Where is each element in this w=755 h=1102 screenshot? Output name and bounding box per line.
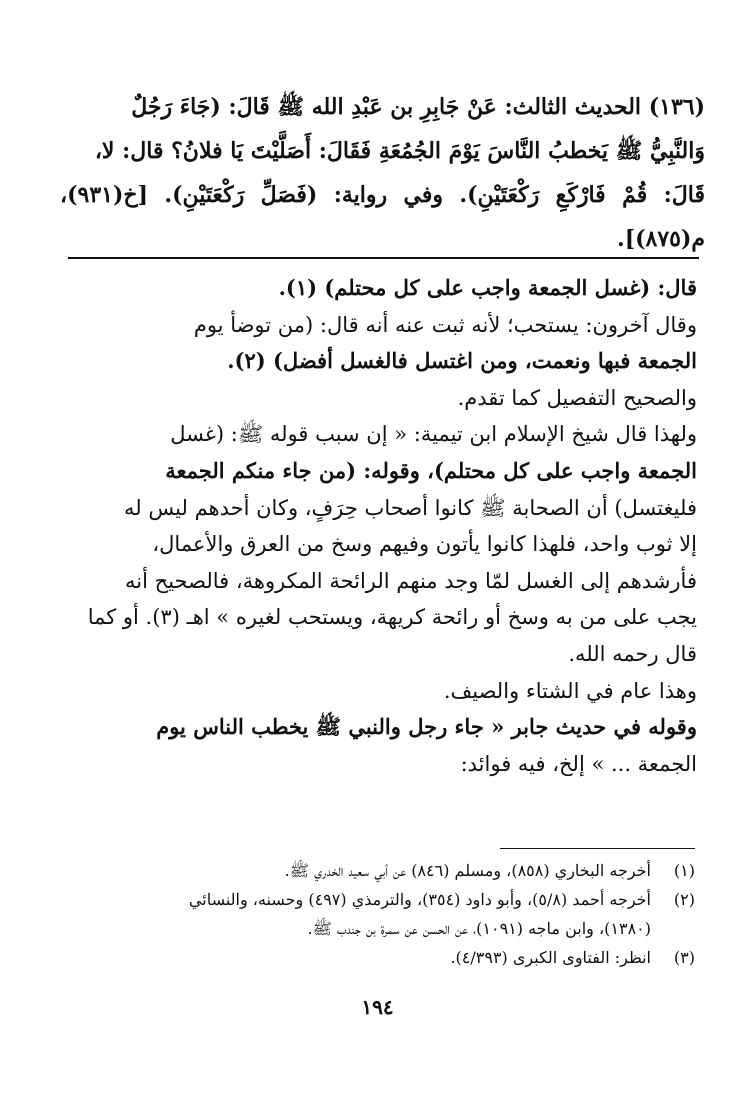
commentary-line: فأرشدهم إلى الغسل لمّا وجد منهم الرائحة المكروهة، فالصحيح أنه: [125, 568, 697, 593]
commentary-line: الجمعة ... » إلخ، فيه فوائد:: [460, 751, 697, 776]
commentary-line: وقوله في حديث جابر « جاء رجل والنبي ﷺ يخطب الناس يوم: [156, 714, 697, 740]
commentary-line: وقال آخرون: يستحب؛ لأنه ثبت عنه أنه قال: (من توضأ يوم: [193, 312, 697, 337]
commentary-line: يجب على من به وسخ أو رائحة كريهة، ويستحب لغيره » اهـ (٣). أو كما: [87, 605, 697, 630]
footnote-number: (٢): [673, 890, 695, 909]
commentary-line: قال رحمه الله.: [568, 641, 697, 666]
footnote: [60, 943, 695, 972]
footnote: [60, 856, 695, 885]
footnote-text: أخرجه البخاري (٨٥٨)، ومسلم (٨٤٦) عن أبي سعيد الخدري ﷺ.: [284, 861, 651, 880]
commentary-line: وهذا عام في الشتاء والصيف.: [443, 678, 697, 703]
commentary-line: والصحيح التفصيل كما تقدم.: [457, 385, 697, 410]
footnote-number: [651, 914, 695, 943]
commentary-line: قال: (غسل الجمعة واجب على كل محتلم) (١).: [278, 275, 697, 300]
hadith-line: قَالَ: قُمْ فَارْكَعِ رَكْعَتَيْنِ). وفي رواية: (فَصَلِّ رَكْعَتَيْنِ). [خ(٩٣١)، م(٨٧٥)].: [60, 182, 705, 252]
commentary-line: إلا ثوب واحد، فلهذا كانوا يأتون وفيهم وسخ من العرق والأعمال،: [152, 532, 697, 557]
footnote: [60, 885, 695, 914]
commentary-line: ولهذا قال شيخ الإسلام ابن تيمية: « إن سبب قوله ﷺ: (غسل: [170, 422, 697, 447]
hadith-line: وَالنَّبِيُّ ﷺ يَخطبُ النَّاسَ يَوْمَ الجُمُعَةِ فَقَالَ: أَصَلَّيْتَ يَا فلانُ؟ قال: لا،: [94, 138, 705, 164]
footnote-number: (١): [673, 861, 695, 880]
commentary-line: الجمعة فبها ونعمت، ومن اغتسل فالغسل أفضل) (٢).: [227, 348, 697, 374]
footnote-rule: [500, 848, 695, 849]
footnotes: [60, 856, 695, 972]
footnote-continuation: [60, 914, 695, 943]
footnote-text: انظر: الفتاوى الكبرى (٤/٣٩٣).: [450, 948, 651, 967]
page-number: ١٩٤: [361, 995, 394, 1019]
footnote-text: أخرجه أحمد (٥/٨)، وأبو داود (٣٥٤)، والترمذي (٤٩٧) وحسنه، والنسائي: [188, 890, 651, 909]
footnote-text: (١٣٨٠)، وابن ماجه (١٠٩١)، عن الحسن عن سمرة بن جندب ﷺ.: [307, 919, 651, 938]
section-divider: [68, 257, 699, 259]
commentary-line: الجمعة واجب على كل محتلم)، وقوله: (من جاء منكم الجمعة: [165, 457, 697, 483]
footnote-number: (٣): [673, 948, 695, 967]
commentary-text: [60, 270, 697, 782]
hadith-line: (١٣٦) الحديث الثالث: عَنْ جَابِرِ بن عَبْدِ الله ﷺ قَالَ: (جَاءَ رَجُلٌ: [131, 94, 705, 120]
commentary-line: فليغتسل) أن الصحابة ﷺ كانوا أصحاب حِرَفٍ، وكان أحدهم ليس له: [124, 495, 697, 520]
hadith-text: [60, 85, 705, 261]
